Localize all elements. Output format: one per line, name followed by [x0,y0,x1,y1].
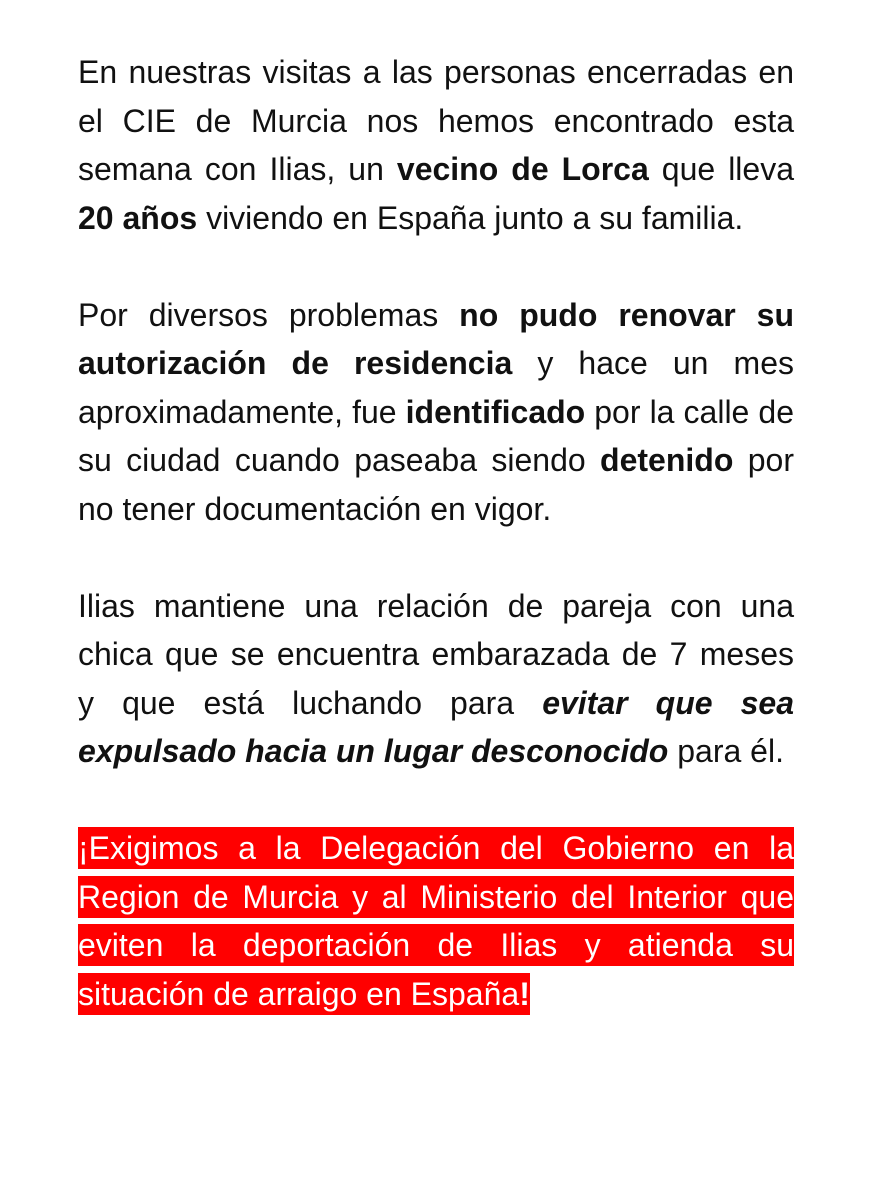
paragraph-text: por no tener documentación en vigor. [78,442,795,527]
paragraph-text: En nuestras visitas a las personas encerradas en el CIE de Murcia nos hemos encontrado esta semana con Ilias, un [78,54,794,187]
paragraph-text: para él. [668,733,784,769]
paragraph-text: y hace un mes aproximadamente, fue [78,345,795,430]
emphasis-text: vecino de Lorca [396,151,649,187]
paragraph-text: viviendo en España junto a su familia. [197,199,744,236]
emphasis-text: detenido [600,442,734,478]
document-body [78,48,794,1018]
highlighted-demand [78,827,794,1015]
callout-text: ¡Exigimos a la Delegación del Gobierno en la Region de Murcia y al Ministerio del Interior que eviten la deportación de Ilias y atienda su situación de arraigo en España [78,830,794,1012]
demand-callout [78,824,794,1018]
paragraph-text: Por diversos problemas [78,296,460,333]
paragraph-text: Ilias mantiene una relación de pareja con una chica que se encuentra embarazada de 7 meses y que está luchando para [78,587,794,721]
paragraph-text: por la calle de su ciudad cuando paseaba siendo [78,393,795,478]
emphasis-italic-text: evitar que sea expulsado hacia un lugar desconocido [78,684,795,769]
paragraph-family [78,582,794,776]
callout-exclamation: ! [519,975,530,1012]
paragraph-detention [78,291,794,534]
emphasis-text: identificado [405,393,586,430]
emphasis-text: 20 años [78,199,198,236]
paragraph-intro [78,48,794,242]
paragraph-text: que lleva [648,151,795,187]
emphasis-text: no pudo renovar su autorización de residencia [78,296,794,381]
